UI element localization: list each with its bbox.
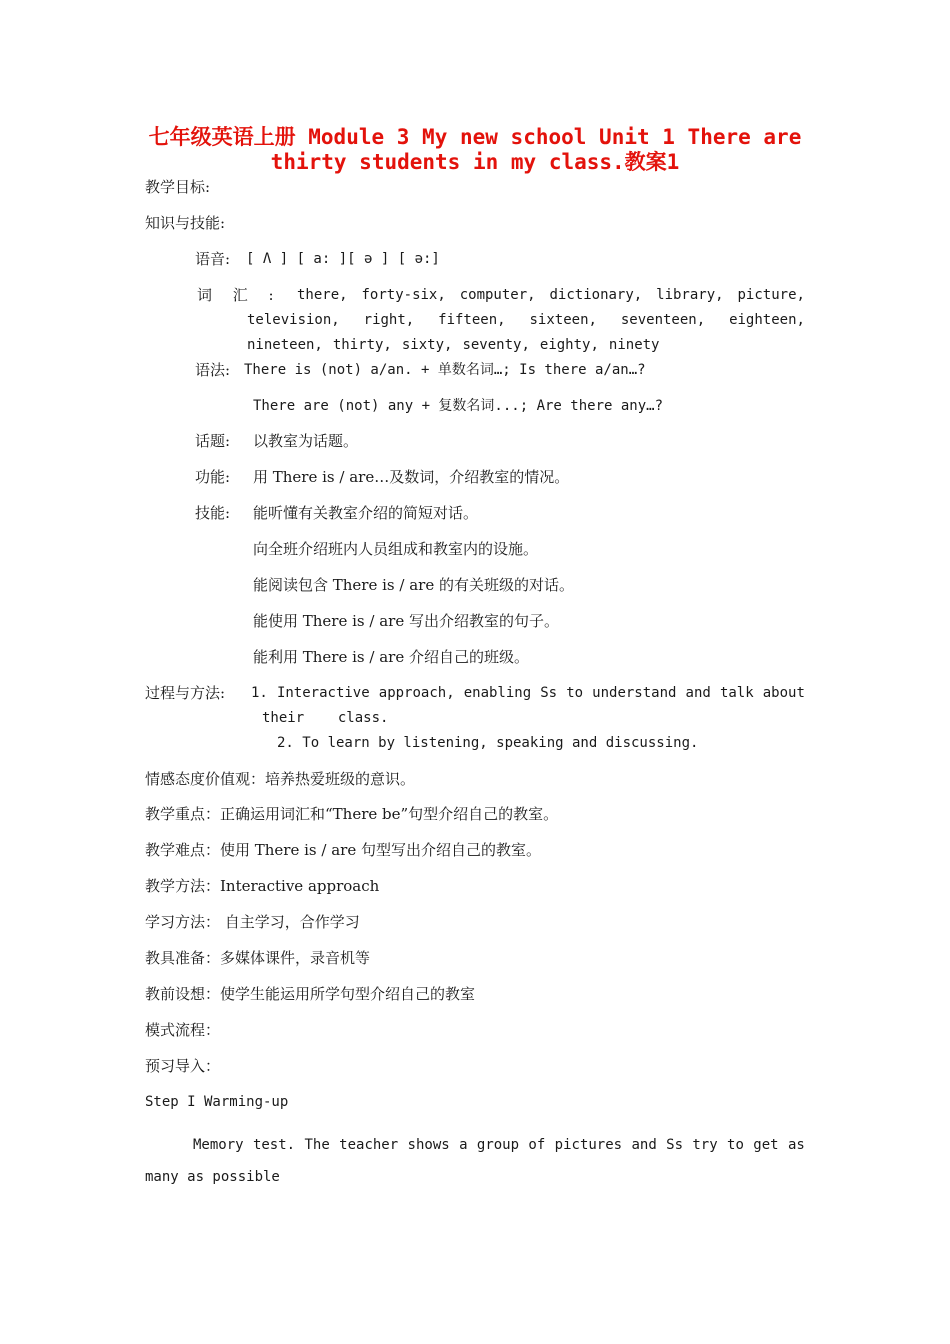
vocab-word: thirty, — [332, 337, 392, 353]
vocab-word: there, — [297, 287, 348, 303]
attitude-line: 情感态度价值观：培养热爱班级的意识。 — [145, 770, 416, 788]
process-word: to — [566, 685, 584, 701]
equipment-line: 教具准备：多媒体课件，录音机等 — [145, 949, 371, 967]
process-item-1-continued: their class. — [262, 710, 389, 726]
memory-test-line-1 — [193, 1135, 805, 1155]
process-label: 过程与方法: — [145, 684, 226, 702]
process-word: about — [762, 685, 805, 701]
process-word: enabling — [463, 685, 532, 701]
memory-word: teacher — [339, 1137, 399, 1153]
phonetics-label: 语音: — [195, 250, 231, 268]
vocabulary-label: 词 汇 : — [197, 286, 282, 304]
process-item-1 — [251, 683, 805, 703]
function-label: 功能: — [195, 468, 231, 486]
vocab-word: television, — [247, 312, 340, 328]
pre-design-line: 教前设想：使学生能运用所学句型介绍自己的教室 — [145, 985, 476, 1003]
memory-word: group — [476, 1137, 520, 1153]
vocab-word: library, — [656, 287, 724, 303]
vocab-word: eighteen, — [729, 312, 805, 328]
knowledge-heading: 知识与技能: — [145, 214, 226, 232]
vocab-word: right, — [363, 312, 415, 328]
skills-item-4: 能使用 There is / are 写出介绍教室的句子。 — [253, 612, 559, 630]
memory-word: The — [304, 1137, 330, 1153]
grammar-line-1: There is (not) a/an. + 单数名词…; Is there a/an…? — [244, 362, 646, 378]
learning-method-line: 学习方法： 自主学习，合作学习 — [145, 913, 360, 931]
phonetics-value: [ Λ ] [ a: ][ ə ] [ ə:] — [246, 251, 440, 267]
memory-word: shows — [407, 1137, 450, 1153]
memory-word: test. — [252, 1137, 296, 1153]
vocab-word: ninety — [608, 337, 660, 353]
vocab-word: fifteen, — [438, 312, 506, 328]
document-title-line-2: thirty students in my class.教案1 — [270, 150, 680, 174]
process-word: 1. — [251, 685, 268, 701]
vocabulary-row-3 — [247, 335, 805, 355]
topic-label: 话题: — [195, 432, 231, 450]
memory-word: as — [787, 1137, 805, 1153]
process-word: understand — [592, 685, 677, 701]
memory-word: get — [753, 1137, 779, 1153]
grammar-label: 语法: — [195, 361, 231, 379]
objectives-heading: 教学目标: — [145, 178, 211, 196]
memory-word: Ss — [666, 1137, 683, 1153]
vocab-word: seventeen, — [620, 312, 706, 328]
skills-label: 技能: — [195, 504, 231, 522]
process-word: and — [685, 685, 711, 701]
vocab-word: nineteen, — [247, 337, 323, 353]
vocabulary-row-2 — [247, 310, 805, 330]
vocab-word: dictionary, — [549, 287, 643, 303]
memory-word: try — [692, 1137, 718, 1153]
vocab-word: forty-six, — [361, 287, 446, 303]
memory-word: to — [727, 1137, 744, 1153]
document-title-line-1: 七年级英语上册 Module 3 My new school Unit 1 There are — [148, 125, 802, 149]
function-value: 用 There is / are…及数词，介绍教室的情况。 — [253, 468, 570, 486]
key-point-line: 教学重点：正确运用词汇和“There be”句型介绍自己的教室。 — [145, 805, 559, 823]
skills-item-3: 能阅读包含 There is / are 的有关班级的对话。 — [253, 576, 574, 594]
vocab-word: seventy, — [462, 337, 530, 353]
topic-value: 以教室为话题。 — [253, 432, 359, 450]
process-word: Ss — [540, 685, 558, 701]
preview-line: 预习导入： — [145, 1057, 221, 1075]
vocab-word: eighty, — [539, 337, 599, 353]
vocab-word: picture, — [737, 287, 805, 303]
vocab-word: sixteen, — [529, 312, 597, 328]
vocab-word: sixty, — [401, 337, 453, 353]
memory-word: of — [528, 1137, 546, 1153]
process-item-2: 2. To learn by listening, speaking and discussing. — [277, 735, 699, 751]
skills-item-2: 向全班介绍班内人员组成和教室内的设施。 — [253, 540, 539, 558]
skills-item-1: 能听懂有关教室介绍的简短对话。 — [253, 504, 479, 522]
vocabulary-row-1 — [297, 285, 805, 305]
memory-word: and — [631, 1137, 657, 1153]
process-word: talk — [719, 685, 754, 701]
method-line: 教学方法：Interactive approach — [145, 877, 380, 895]
difficulty-line: 教学难点：使用 There is / are 句型写出介绍自己的教室。 — [145, 841, 541, 859]
step-1-heading: Step I Warming-up — [145, 1094, 289, 1110]
memory-word: pictures — [554, 1137, 623, 1153]
memory-word: a — [459, 1137, 468, 1153]
process-word: Interactive — [276, 685, 370, 701]
process-word: approach, — [378, 685, 455, 701]
skills-item-5: 能利用 There is / are 介绍自己的班级。 — [253, 648, 529, 666]
grammar-line-2: There are (not) any + 复数名词...; Are there any…? — [253, 398, 664, 414]
vocab-word: computer, — [459, 287, 536, 303]
memory-test-line-2: many as possible — [145, 1169, 280, 1185]
memory-word: Memory — [193, 1137, 244, 1153]
mode-flow-line: 模式流程： — [145, 1021, 221, 1039]
